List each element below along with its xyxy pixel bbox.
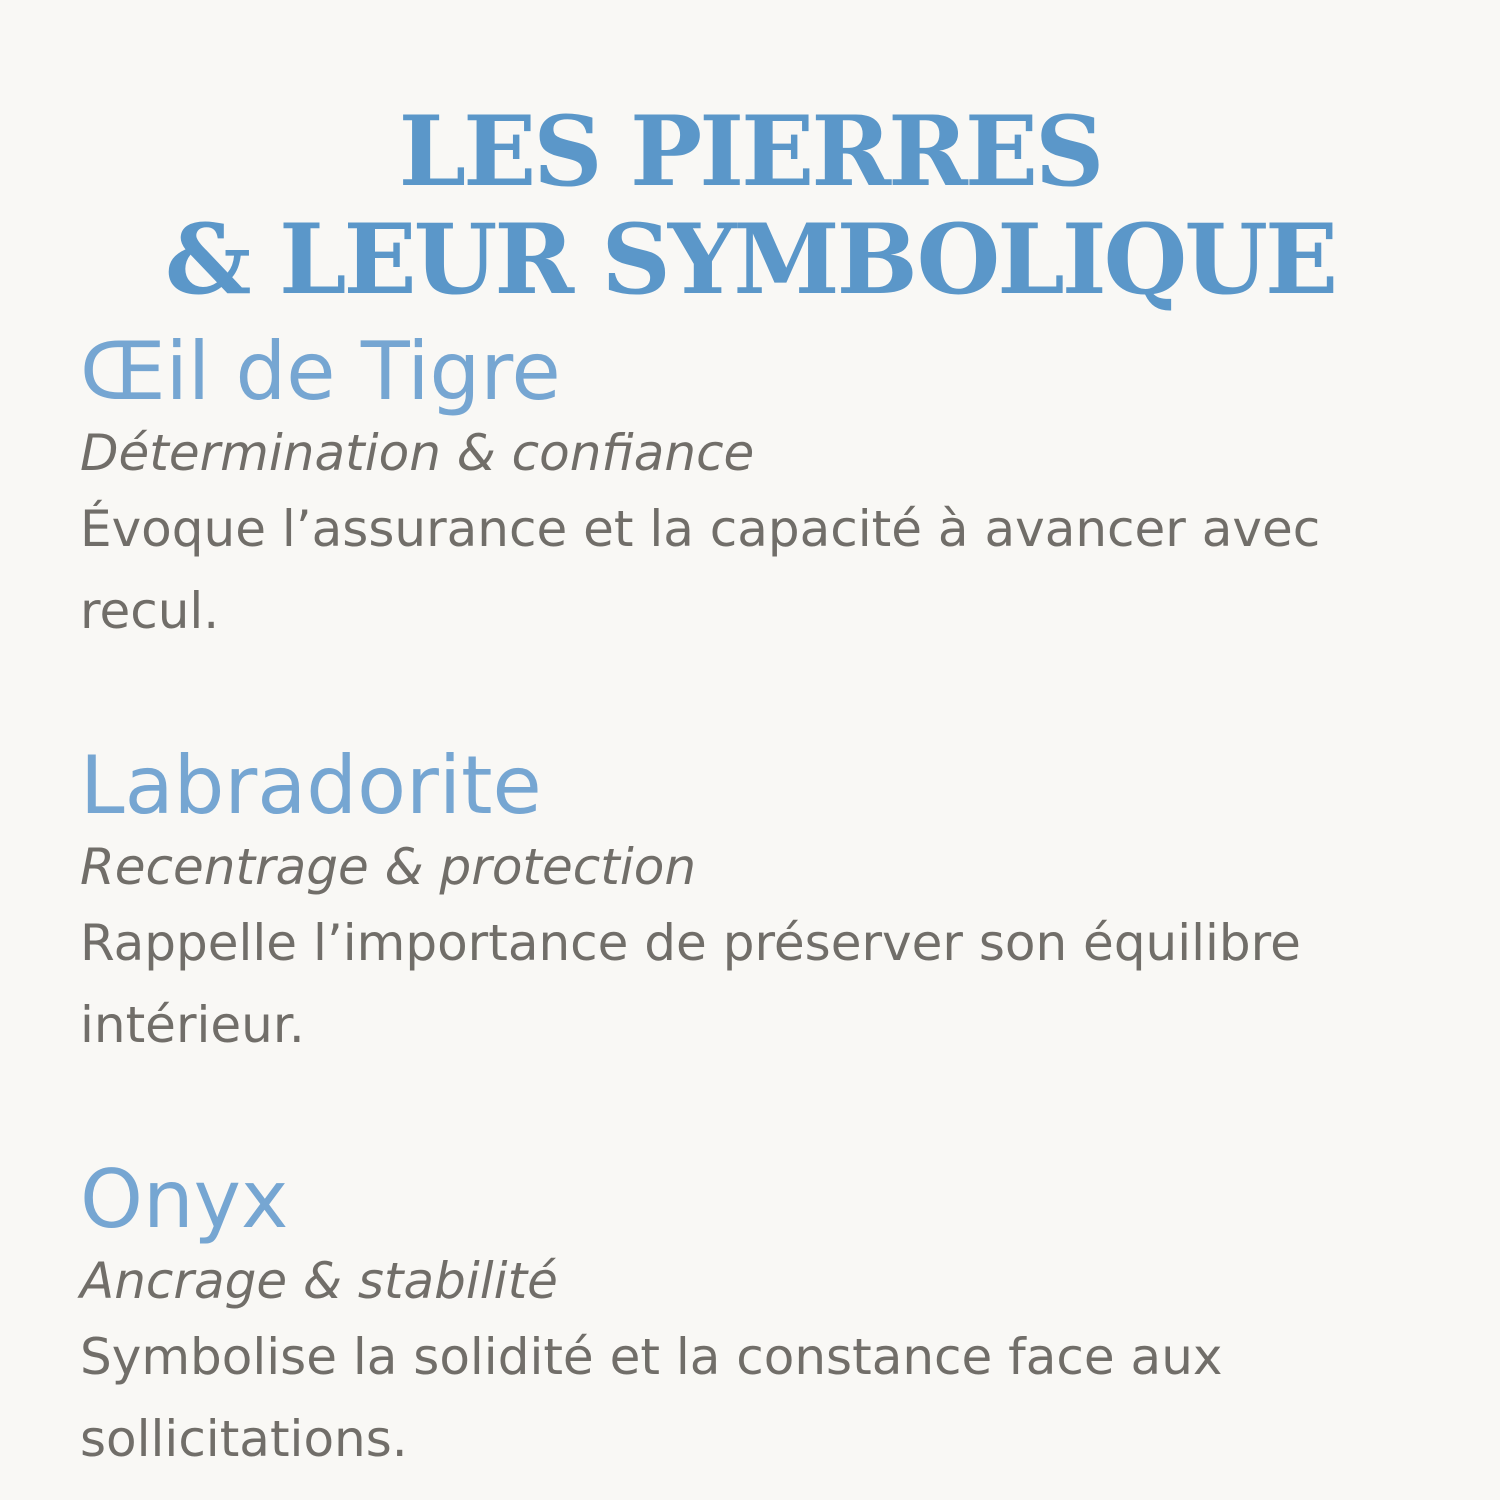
stone-subtitle: Recentrage & protection <box>80 838 697 896</box>
stone-description: Évoque l’assurance et la capacité à avancer avec recul. <box>80 500 1321 640</box>
stone-section-oeil-de-tigre <box>80 325 1440 652</box>
stone-section-onyx <box>80 1153 1440 1480</box>
stone-name: Labradorite <box>80 739 542 832</box>
stone-section-labradorite <box>80 739 1440 1066</box>
stone-description: Symbolise la solidité et la constance face aux sollicitations. <box>80 1328 1223 1468</box>
stone-name: Œil de Tigre <box>80 325 561 418</box>
page-title-line-2: & LEUR SYMBOLIQUE <box>164 203 1336 316</box>
stone-description: Rappelle l’importance de préserver son équilibre intérieur. <box>80 914 1301 1054</box>
stone-subtitle: Détermination & confiance <box>80 424 755 482</box>
page-title-line-1: LES PIERRES <box>398 95 1102 208</box>
stone-subtitle: Ancrage & stabilité <box>80 1252 558 1310</box>
stone-name: Onyx <box>80 1153 289 1246</box>
